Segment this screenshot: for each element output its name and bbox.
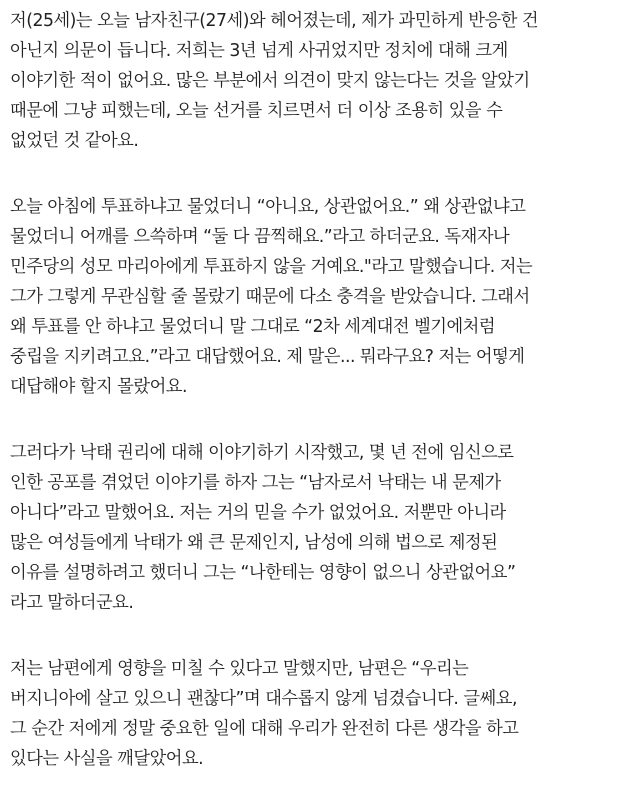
text-line: 저(25세)는 오늘 남자친구(27세)와 헤어졌는데, 제가 과민하게 반응한 건: [10, 11, 539, 31]
text-line: 많은 여성들에게 낙태가 왜 큰 문제인지, 남성에 의해 법으로 제정된: [10, 533, 498, 553]
text-line: 물었더니 어깨를 으쓱하며 “둘 다 끔찍해요.”라고 하더군요. 독재자나: [10, 227, 510, 247]
text-line: 민주당의 성모 마리아에게 투표하지 않을 거예요."라고 말했습니다. 저는: [10, 257, 533, 277]
paragraph-1: [10, 6, 640, 156]
text-line: 때문에 그냥 피했는데, 오늘 선거를 치르면서 더 이상 조용히 있을 수: [10, 101, 503, 121]
text-line: 중립을 지키려고요.”라고 대답했어요. 제 말은... 뭐라구요? 저는 어떻게: [10, 347, 525, 367]
text-line: 대답해야 할지 몰랐어요.: [10, 377, 187, 397]
text-line: 왜 투표를 안 하냐고 물었더니 말 그대로 “2차 세계대전 벨기에처럼: [10, 317, 496, 337]
text-line: 인한 공포를 겪었던 이야기를 하자 그는 “남자로서 낙태는 내 문제가: [10, 473, 501, 493]
text-line: 그러다가 낙태 권리에 대해 이야기하기 시작했고, 몇 년 전에 임신으로: [10, 443, 514, 463]
text-line: 오늘 아침에 투표하냐고 물었더니 “아니요, 상관없어요.” 왜 상관없냐고: [10, 197, 526, 217]
paragraph-4: [10, 654, 640, 774]
text-line: 저는 남편에게 영향을 미칠 수 있다고 말했지만, 남편은 “우리는: [10, 659, 469, 679]
text-line: 그가 그렇게 무관심할 줄 몰랐기 때문에 다소 충격을 받았습니다. 그래서: [10, 287, 530, 307]
text-line: 아닌지 의문이 듭니다. 저희는 3년 넘게 사귀었지만 정치에 대해 크게: [10, 41, 508, 61]
text-line: 이야기한 적이 없어요. 많은 부분에서 의견이 맞지 않는다는 것을 알았기: [10, 71, 530, 91]
text-line: 라고 말하더군요.: [10, 593, 134, 613]
paragraph-2: [10, 192, 640, 402]
text-line: 이유를 설명하려고 했더니 그는 “나한테는 영향이 없으니 상관없어요”: [10, 563, 516, 583]
text-line: 없었던 것 같아요.: [10, 131, 139, 151]
text-line: 버지니아에 살고 있으니 괜찮다”며 대수롭지 않게 넘겼습니다. 글쎄요,: [10, 689, 517, 709]
paragraph-3: [10, 438, 640, 618]
text-line: 있다는 사실을 깨달았어요.: [10, 749, 204, 769]
text-line: 그 순간 저에게 정말 중요한 일에 대해 우리가 완전히 다른 생각을 하고: [10, 719, 519, 739]
text-line: 아니다”라고 말했어요. 저는 거의 믿을 수가 없었어요. 저뿐만 아니라: [10, 503, 506, 523]
